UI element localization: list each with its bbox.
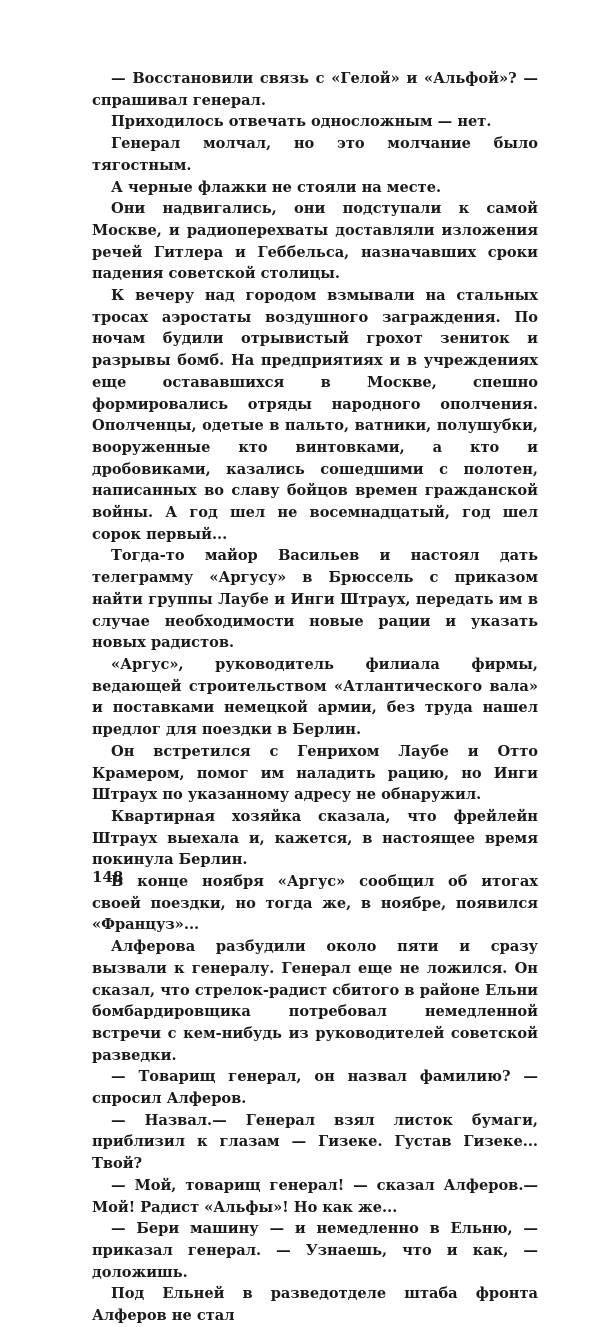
- paragraph: «Аргус», руководитель филиала фирмы, ведающей строительством «Атлантического вала» и поставками немецкой армии, без труда нашел предлог для поездки в Берлин.: [92, 655, 538, 739]
- paragraph: Генерал молчал, но это молчание было тягостным.: [92, 135, 538, 174]
- paragraph: Он встретился с Генрихом Лаубе и Отто Крамером, помог им наладить рацию, но Инги Штраух по указанному адресу не обнаружил.: [92, 742, 538, 804]
- paragraph: — Назвал.— Генерал взял листок бумаги, приблизил к глазам — Гизеке. Густав Гизеке... Твой?: [92, 1111, 538, 1173]
- paragraph: — Мой, товарищ генерал! — сказал Алферов.— Мой! Радист «Альфы»! Но как же...: [92, 1176, 538, 1216]
- paragraph: — Восстановили связь с «Гелой» и «Альфой»? — спрашивал генерал.: [92, 70, 538, 109]
- paragraph: В конце ноября «Аргус» сообщил об итогах своей поездки, но тогда же, в ноябре, появился «Француз»...: [92, 873, 538, 934]
- paragraph: Под Ельней в разведотделе штаба фронта Алферов не стал: [92, 1285, 538, 1325]
- paragraph: Алферова разбудили около пяти и сразу вызвали к генералу. Генерал еще не ложился. Он сказал, что стрелок-радист сбитого в районе Ельни бомбардировщика потребовал немедленной встречи с кем-нибудь из руководителей советской разведки.: [92, 938, 538, 1064]
- paragraph: К вечеру над городом взмывали на стальных тросах аэростаты воздушного заграждения. По ночам будили отрывистый грохот зениток и разрывы бомб. На предприятиях и в учреждениях еще остававшихся в Москве, спешно формировались отряды народного ополчения. Ополченцы, одетые в пальто, ватники, полушубки, вооруженные кто винтовками, а кто и дробовиками, казались сошедшими с полотен, написанных во славу бойцов времен гражданской войны. А год шел не восемнадцатый, год шел сорок первый...: [92, 287, 538, 543]
- page-number: 148: [92, 868, 124, 886]
- paragraph: Приходилось отвечать односложным — нет.: [111, 113, 492, 131]
- paragraph: — Товарищ генерал, он назвал фамилию? — спросил Алферов.: [92, 1068, 538, 1108]
- paragraph: А черные флажки не стояли на месте.: [111, 178, 442, 196]
- paragraph: Они надвигались, они подступали к самой Москве, и радиоперехваты доставляли изложения речей Гитлера и Геббельса, назначавших сроки падения советской столицы.: [92, 200, 538, 283]
- paragraph: Тогда-то майор Васильев и настоял дать телеграмму «Аргусу» в Брюссель с приказом найти группы Лаубе и Инги Штраух, передать им в случае необходимости новые рации и указать новых радистов.: [92, 547, 538, 652]
- paragraph: Квартирная хозяйка сказала, что фрейлейн Штраух выехала и, кажется, в настоящее время покинула Берлин.: [92, 807, 538, 869]
- body-text: [92, 68, 538, 1327]
- paragraph: — Бери машину — и немедленно в Ельню, — приказал генерал. — Узнаешь, что и как, — доложишь.: [92, 1220, 538, 1281]
